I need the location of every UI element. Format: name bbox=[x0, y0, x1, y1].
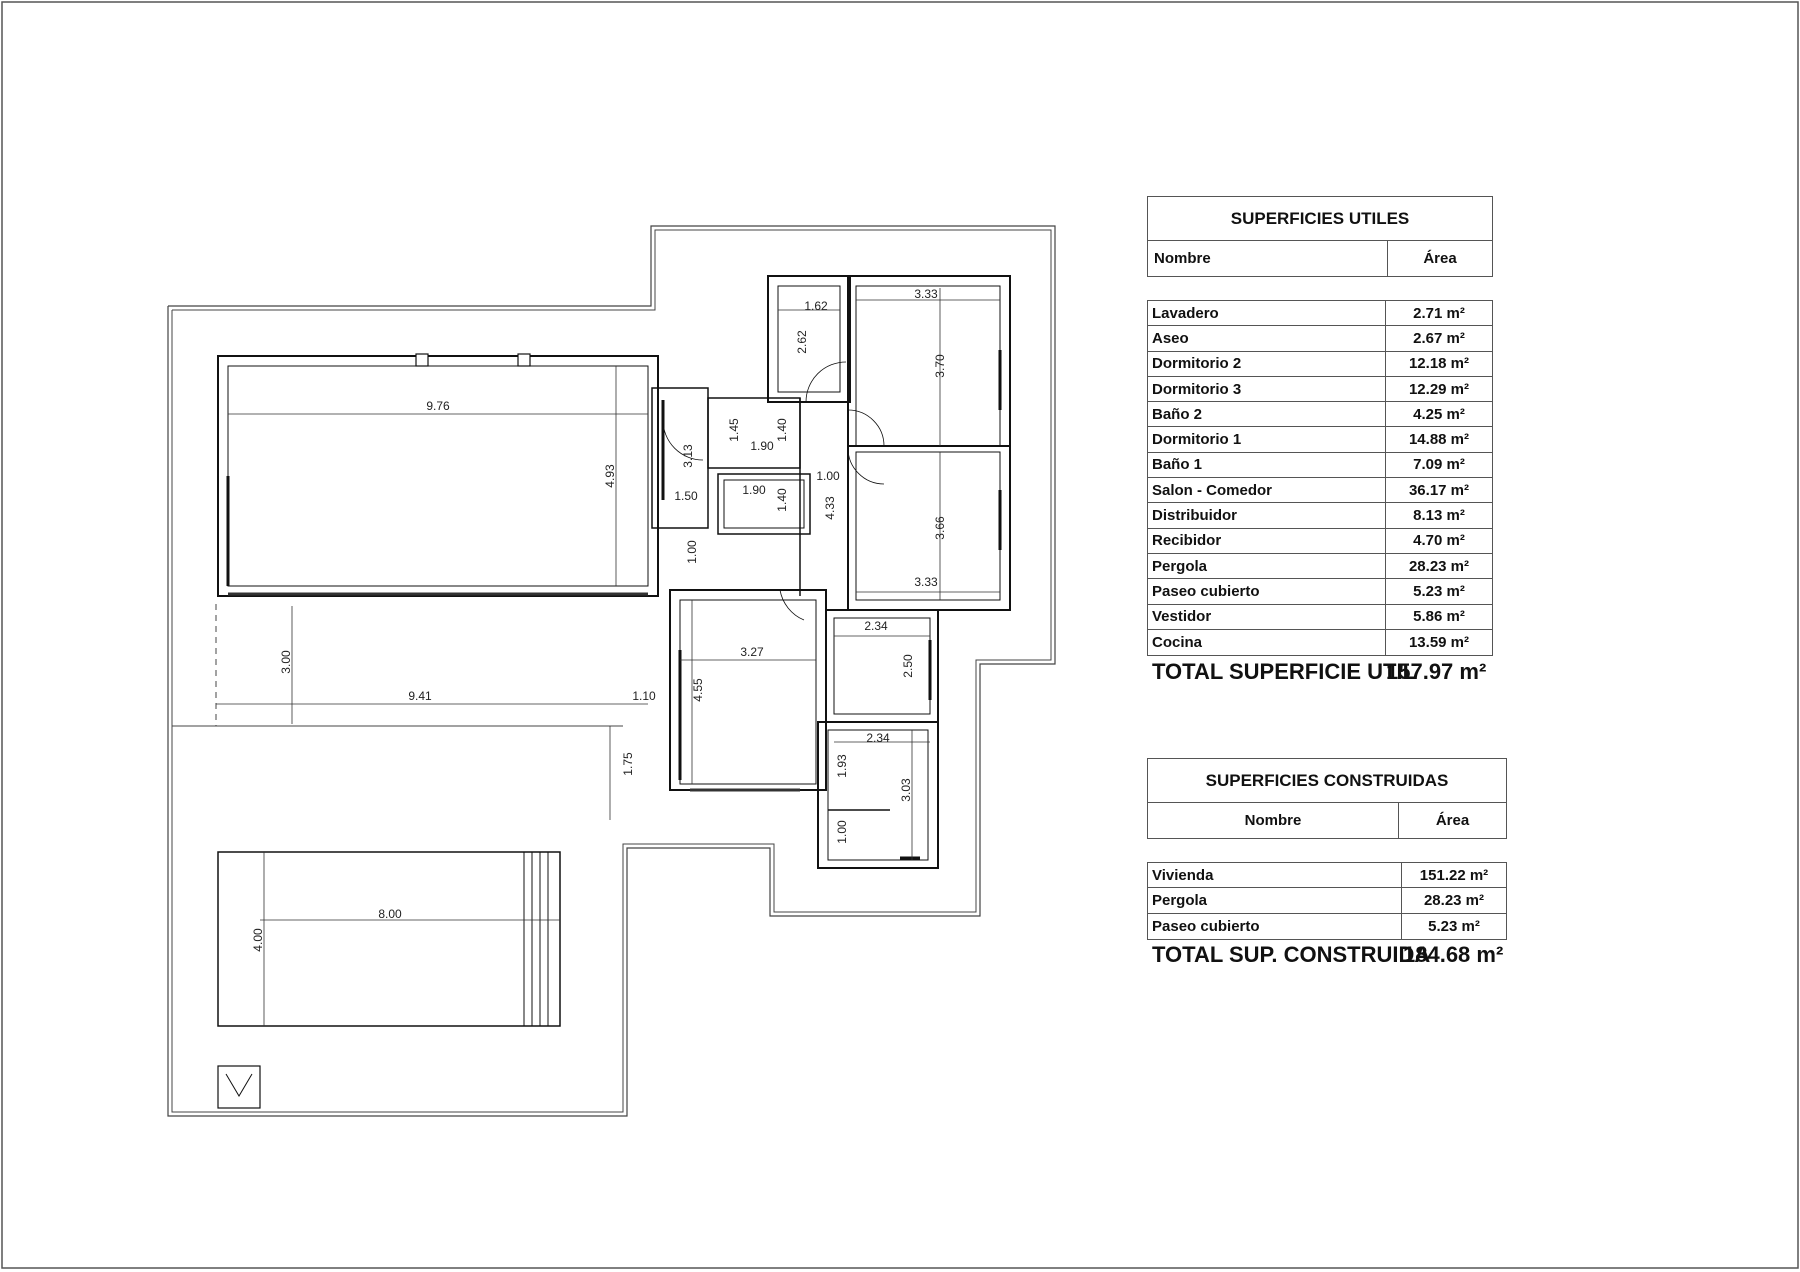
dim-label: 2.62 bbox=[795, 330, 809, 354]
table-row bbox=[1148, 427, 1492, 452]
table-row bbox=[1148, 605, 1492, 630]
table-row bbox=[1148, 863, 1506, 888]
row-area: 151.22 m² bbox=[1419, 866, 1489, 884]
row-area: 28.23 m² bbox=[1423, 891, 1485, 909]
row-area: 14.88 m² bbox=[1408, 431, 1470, 449]
dim-label: 3.70 bbox=[933, 354, 947, 378]
dim-label: 2.50 bbox=[901, 654, 915, 678]
row-area: 36.17 m² bbox=[1408, 481, 1470, 499]
dim-label: 1.93 bbox=[835, 754, 849, 778]
distribuidor bbox=[780, 398, 848, 620]
superficies-construidas-table bbox=[1147, 758, 1507, 839]
dim-label: 1.00 bbox=[816, 469, 840, 483]
row-name: Vestidor bbox=[1148, 605, 1386, 629]
col-header-name: Nombre bbox=[1148, 803, 1399, 838]
col-header-area: Área bbox=[1435, 812, 1470, 829]
row-name: Pergola bbox=[1148, 554, 1386, 578]
row-name: Dormitorio 1 bbox=[1148, 427, 1386, 451]
dim-label: 1.45 bbox=[727, 418, 741, 442]
dim-label: 3.13 bbox=[681, 444, 695, 468]
total-value: 157.97 m² bbox=[1386, 659, 1487, 684]
row-name: Recibidor bbox=[1148, 529, 1386, 553]
dim-label: 3.03 bbox=[899, 778, 913, 802]
row-area: 2.71 m² bbox=[1413, 304, 1465, 322]
dim-label: 3.66 bbox=[933, 516, 947, 540]
table-row bbox=[1148, 478, 1492, 503]
dim-label: 3.00 bbox=[279, 650, 293, 674]
dim-label: 4.55 bbox=[691, 678, 705, 702]
dim-label: 2.34 bbox=[866, 731, 890, 745]
row-name: Lavadero bbox=[1148, 301, 1386, 325]
plot-outline bbox=[168, 226, 1055, 1116]
dim-label: 3.33 bbox=[914, 575, 938, 589]
table-row bbox=[1148, 377, 1492, 402]
dim-label: 1.50 bbox=[674, 489, 698, 503]
row-area: 8.13 m² bbox=[1413, 507, 1465, 525]
total-label: TOTAL SUP. CONSTRUIDA bbox=[1152, 942, 1431, 967]
row-name: Dormitorio 2 bbox=[1148, 352, 1386, 376]
superficies-utiles-rows bbox=[1147, 300, 1493, 656]
table-row bbox=[1148, 888, 1506, 913]
row-area: 28.23 m² bbox=[1408, 557, 1470, 575]
pool bbox=[218, 852, 560, 1026]
dormitorio-3 bbox=[848, 276, 1010, 446]
row-name: Pergola bbox=[1148, 888, 1402, 912]
table-row bbox=[1148, 554, 1492, 579]
table-row bbox=[1148, 579, 1492, 604]
row-name: Paseo cubierto bbox=[1148, 579, 1386, 603]
dim-label: 1.10 bbox=[632, 689, 656, 703]
row-name: Paseo cubierto bbox=[1148, 914, 1402, 939]
table-row bbox=[1148, 914, 1506, 939]
row-area: 12.18 m² bbox=[1408, 355, 1470, 373]
superficies-utiles-table bbox=[1147, 196, 1493, 277]
table-title: SUPERFICIES CONSTRUIDAS bbox=[1147, 758, 1507, 803]
row-area: 4.70 m² bbox=[1413, 532, 1465, 550]
row-area: 12.29 m² bbox=[1408, 380, 1470, 398]
dim-label: 1.40 bbox=[775, 488, 789, 512]
dim-label: 2.34 bbox=[864, 619, 888, 633]
table-title: SUPERFICIES UTILES bbox=[1147, 196, 1493, 241]
row-name: Distribuidor bbox=[1148, 503, 1386, 527]
table-row bbox=[1148, 301, 1492, 326]
row-name: Salon - Comedor bbox=[1148, 478, 1386, 502]
dim-label: 3.33 bbox=[914, 287, 938, 301]
col-header-area: Área bbox=[1423, 250, 1457, 267]
dim-label: 4.00 bbox=[251, 928, 265, 952]
row-area: 13.59 m² bbox=[1408, 634, 1470, 651]
salon-comedor bbox=[218, 354, 658, 596]
row-area: 5.86 m² bbox=[1413, 608, 1465, 626]
row-area: 2.67 m² bbox=[1413, 329, 1465, 347]
lavadero bbox=[768, 276, 850, 402]
dim-label: 1.00 bbox=[835, 820, 849, 844]
row-name: Cocina bbox=[1148, 630, 1386, 655]
row-name: Baño 1 bbox=[1148, 453, 1386, 477]
total-label: TOTAL SUPERFICIE UTIL bbox=[1152, 659, 1417, 684]
table-row bbox=[1148, 529, 1492, 554]
table-row bbox=[1148, 326, 1492, 351]
total-sup-construida bbox=[1152, 942, 1503, 968]
table-row bbox=[1148, 352, 1492, 377]
dim-label: 1.90 bbox=[750, 439, 774, 453]
shower-icon bbox=[218, 1066, 260, 1108]
dim-label: 1.90 bbox=[742, 483, 766, 497]
table-row bbox=[1148, 630, 1492, 655]
row-area: 4.25 m² bbox=[1413, 405, 1465, 423]
dim-label: 8.00 bbox=[378, 907, 402, 921]
total-superficie-util bbox=[1152, 659, 1486, 685]
table-header-row bbox=[1147, 241, 1493, 277]
row-area: 7.09 m² bbox=[1413, 456, 1465, 474]
row-name: Dormitorio 3 bbox=[1148, 377, 1386, 401]
table-row bbox=[1148, 453, 1492, 478]
row-name: Baño 2 bbox=[1148, 402, 1386, 426]
col-header-name: Nombre bbox=[1148, 241, 1388, 276]
table-row bbox=[1148, 402, 1492, 427]
dim-label: 1.62 bbox=[804, 299, 828, 313]
row-area: 5.23 m² bbox=[1413, 582, 1465, 600]
superficies-construidas-rows bbox=[1147, 862, 1507, 940]
row-name: Vivienda bbox=[1148, 863, 1402, 887]
dim-label: 1.75 bbox=[621, 752, 635, 776]
dim-label: 3.27 bbox=[740, 645, 764, 659]
dim-label: 4.33 bbox=[823, 496, 837, 520]
row-name: Aseo bbox=[1148, 326, 1386, 350]
dim-label: 4.93 bbox=[603, 464, 617, 488]
table-row bbox=[1148, 503, 1492, 528]
dim-label: 1.40 bbox=[775, 418, 789, 442]
table-header-row bbox=[1147, 803, 1507, 839]
row-area: 5.23 m² bbox=[1428, 917, 1480, 935]
total-value: 184.68 m² bbox=[1403, 942, 1504, 967]
dim-label: 9.76 bbox=[426, 399, 450, 413]
dim-label: 9.41 bbox=[408, 689, 432, 703]
dim-label: 1.00 bbox=[685, 540, 699, 564]
